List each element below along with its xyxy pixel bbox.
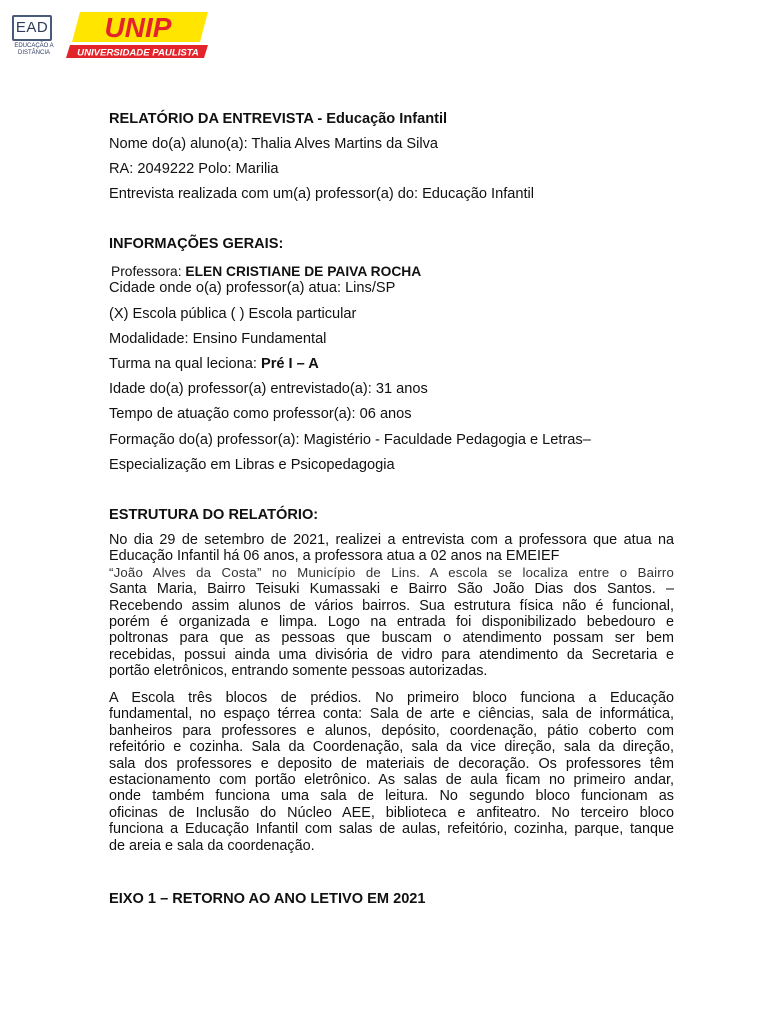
teacher-age: Idade do(a) professor(a) entrevistado(a): 31 anos — [109, 381, 428, 397]
paragraph-line: porém é organizada e limpa. Logo na entrada foi disponibilizado bebedouro e — [109, 614, 674, 631]
ead-logo-text: EAD — [12, 15, 52, 41]
class-line — [109, 356, 319, 373]
teacher-label: Professora: — [111, 264, 186, 279]
ead-logo-subtitle: EDUCAÇÃO A DISTÂNCIA — [14, 43, 54, 56]
paragraph-line: Santa Maria, Bairro Teisuki Kumassaki e Bairro São João Dias dos Santos. – — [109, 581, 674, 598]
teacher-line — [111, 263, 421, 280]
school-type: (X) Escola pública ( ) Escola particular — [109, 306, 357, 322]
paragraph-line: estacionamento com portão eletrônico. As salas de aula ficam no primeiro andar, — [109, 772, 674, 789]
paragraph-line: sala dos professores e deposito de materiais de decoração. Os professores têm — [109, 755, 674, 772]
paragraph-line: Recebendo assim alunos de vários bairros. Sua estrutura física não é funcional, — [109, 597, 674, 614]
paragraph-line: onde também funciona uma sala de leitura. No segundo bloco funcionam as — [109, 788, 674, 805]
class-label: Turma na qual leciona: — [109, 356, 261, 372]
paragraph-line: de areia e sala da coordenação. — [109, 837, 315, 854]
modality: Modalidade: Ensino Fundamental — [109, 331, 327, 347]
paragraph-line: No dia 29 de setembro de 2021, realizei a entrevista com a professora que atua na — [109, 532, 674, 548]
unip-logo — [66, 12, 208, 60]
paragraph-line: poltronas para que as pessoas que buscam o atendimento possam ser bem — [109, 630, 674, 647]
ra-polo: RA: 2049222 Polo: Marilia — [109, 161, 279, 177]
structure-paragraph-2 — [109, 690, 674, 854]
ead-logo — [12, 15, 56, 59]
paragraph-line: Educação Infantil há 06 anos, a professora atua a 02 anos na EMEIEF — [109, 548, 560, 565]
paragraph-line: funciona a Educação Infantil com salas de aulas, refeitório, cozinha, parque, tanque — [109, 821, 674, 838]
paragraph-line: portão eletrônicos, entrando somente pessoas autorizadas. — [109, 663, 488, 680]
paragraph-line: A Escola três blocos de prédios. No primeiro bloco funciona a Educação — [109, 690, 674, 706]
teacher-experience: Tempo de atuação como professor(a): 06 anos — [109, 406, 412, 422]
teacher-education-2: Especialização em Libras e Psicopedagogia — [109, 457, 395, 473]
interview-with: Entrevista realizada com um(a) professor(a) do: Educação Infantil — [109, 186, 535, 202]
structure-paragraph-1 — [109, 532, 674, 680]
paragraph-line: fundamental, no espaço térrea conta: Sala de arte e ciências, sala de informática, — [109, 706, 674, 723]
general-info-heading: INFORMAÇÕES GERAIS: — [109, 236, 284, 252]
teacher-education-1: Formação do(a) professor(a): Magistério - Faculdade Pedagogia e Letras– — [109, 432, 591, 448]
paragraph-line: oficinas de Inclusão do Núcleo AEE, biblioteca e anfiteatro. No terceiro bloco — [109, 804, 674, 821]
teacher-name: ELEN CRISTIANE DE PAIVA ROCHA — [185, 264, 422, 279]
unip-logo-text: UNIP — [104, 12, 172, 43]
paragraph-line: recebidas, possui ainda uma divisória de vidro para atendimento da Secretaria e — [109, 646, 674, 663]
class-value: Pré I – A — [260, 356, 319, 372]
structure-heading: ESTRUTURA DO RELATÓRIO: — [109, 507, 319, 523]
paragraph-line: “João Alves da Costa” no Município de Lins. A escola se localiza entre o Bairro — [109, 564, 674, 580]
axis1-heading: EIXO 1 – RETORNO AO ANO LETIVO EM 2021 — [109, 891, 426, 907]
student-name: Nome do(a) aluno(a): Thalia Alves Martins da Silva — [109, 136, 439, 152]
paragraph-line: banheiros para professores e alunos, depósito, coordenação, pátio coberto com — [109, 722, 674, 739]
teacher-city: Cidade onde o(a) professor(a) atua: Lins/SP — [109, 280, 396, 296]
paragraph-line: refeitório e cozinha. Sala da Coordenação, sala da vice direção, sala da direção, — [109, 739, 674, 756]
report-title: RELATÓRIO DA ENTREVISTA - Educação Infantil — [109, 111, 448, 127]
unip-logo-subtitle: UNIVERSIDADE PAULISTA — [77, 47, 199, 59]
